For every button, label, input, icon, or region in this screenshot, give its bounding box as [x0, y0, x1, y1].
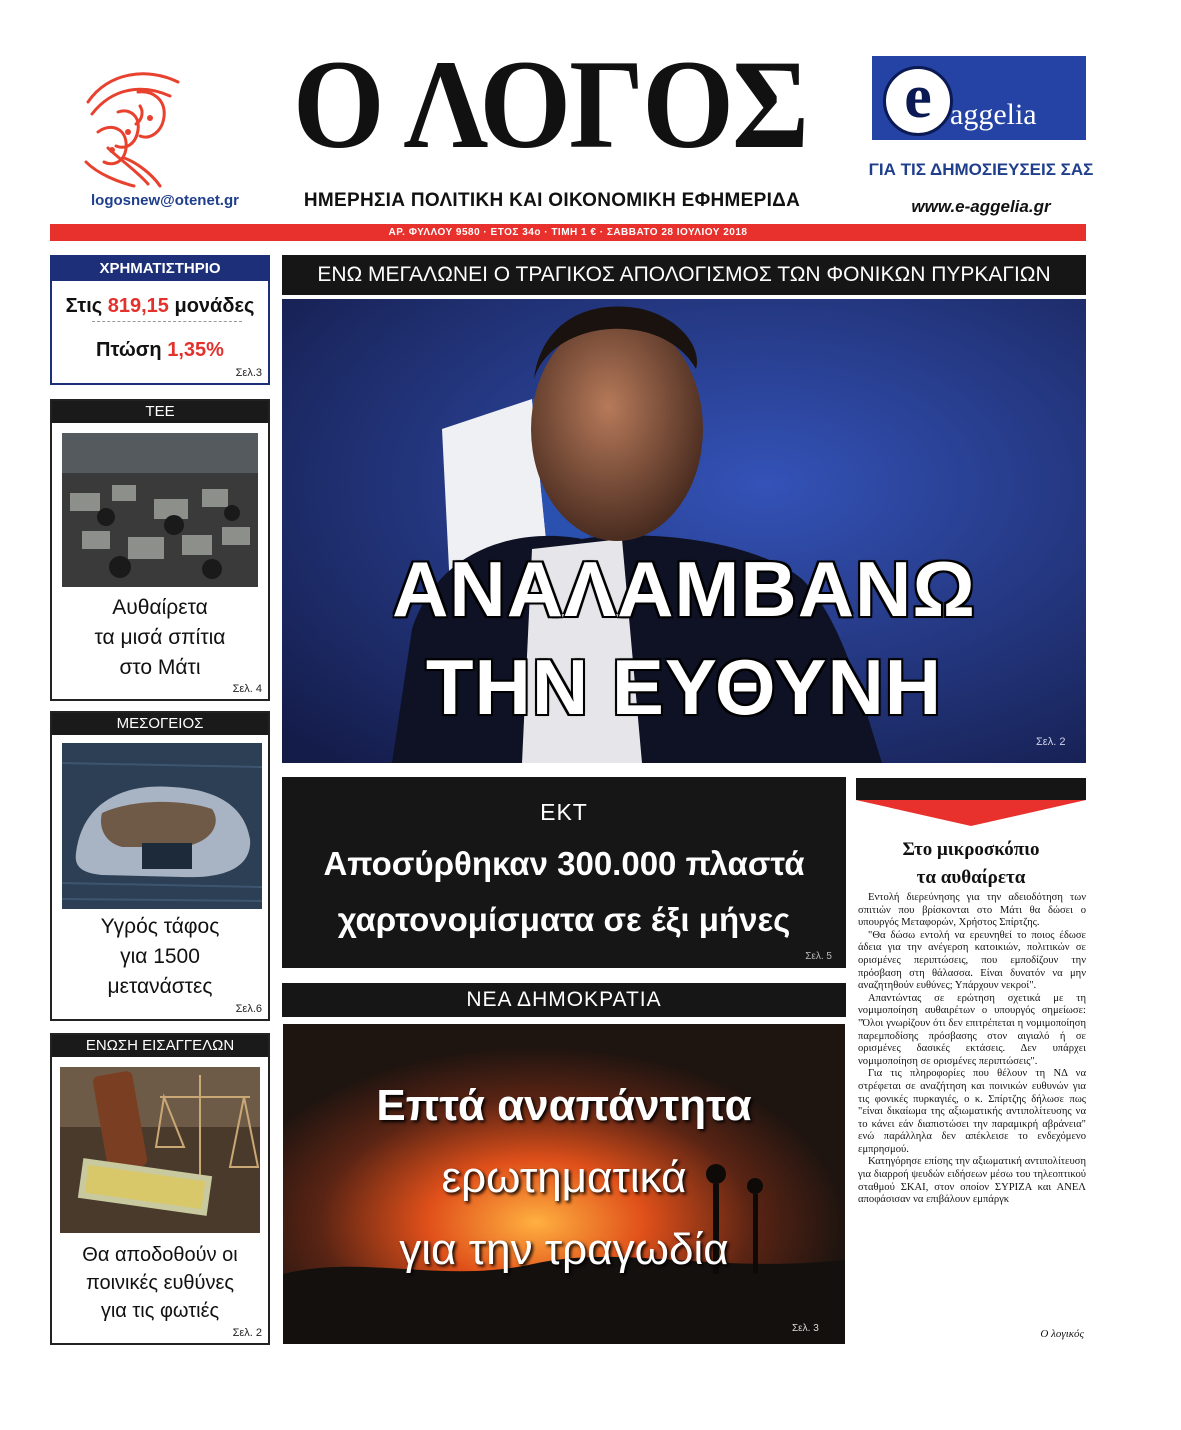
eaggelia-logo-word: aggelia	[950, 98, 1037, 131]
eaggelia-tagline: ΓΙΑ ΤΙΣ ΔΗΜΟΣΙΕΥΣΕΙΣ ΣΑΣ	[868, 160, 1094, 179]
page-ref: Σελ.6	[235, 1003, 262, 1015]
sidebar-story-header: ΜΕΣΟΓΕΙΟΣ	[52, 713, 268, 735]
article-banner	[856, 778, 1086, 800]
newspaper-subtitle: ΗΜΕΡΗΣΙΑ ΠΟΛΙΤΙΚΗ ΚΑΙ ΟΙΚΟΝΟΜΙΚΗ ΕΦΗΜΕΡΙΔΑ	[303, 190, 801, 211]
sidebar-story-caption: Αυθαίρετα τα μισά σπίτια στο Μάτι	[94, 596, 226, 679]
stock-divider	[92, 321, 242, 322]
burned-houses-photo	[62, 433, 258, 587]
stock-header: ΧΡΗΜΑΤΙΣΤΗΡΙΟ	[52, 257, 268, 281]
page-ref: Σελ. 2	[1036, 736, 1066, 748]
stock-change: Πτώση 1,35%	[96, 339, 224, 361]
stock-points: Στις 819,15 μονάδες	[65, 295, 255, 317]
sidebar-story-prosecutors[interactable]	[50, 1033, 270, 1345]
lead-headline: ΑΝΑΛΑΜΒΑΝΩ ΤΗΝ ΕΥΘΥΝΗ	[392, 545, 976, 731]
sidebar-story-caption: Υγρός τάφος για 1500 μετανάστες	[100, 915, 220, 998]
sidebar-story-header: ΤΕΕ	[52, 401, 268, 423]
article-signature: Ο λογικός	[1040, 1328, 1084, 1340]
page-ref: Σελ. 4	[232, 683, 262, 695]
issue-info: ΑΡ. ΦΥΛΛΟΥ 9580 · ΕΤΟΣ 34ο · ΤΙΜΗ 1 € · ΣΑΒΒΑΤΟ 28 ΙΟΥΛΙΟΥ 2018	[388, 227, 748, 238]
ekt-headline: Αποσύρθηκαν 300.000 πλαστά χαρτονομίσματα σε έξι μήνες	[323, 845, 805, 938]
lead-kicker: ΕΝΩ ΜΕΓΑΛΩΝΕΙ Ο ΤΡΑΓΙΚΟΣ ΑΠΟΛΟΓΙΣΜΟΣ ΤΩΝ ΦΟΝΙΚΩΝ ΠΥΡΚΑΓΙΩΝ	[282, 255, 1086, 295]
article-red-arrow	[856, 800, 1086, 826]
page-ref: Σελ. 2	[232, 1327, 262, 1339]
page-ref: Σελ. 3	[792, 1323, 819, 1334]
sidebar-story-header: ΕΝΩΣΗ ΕΙΣΑΓΓΕΛΩΝ	[52, 1035, 268, 1057]
newspaper-logo-illustration	[78, 62, 190, 190]
stock-market-box	[50, 255, 270, 385]
eaggelia-url[interactable]: www.e-aggelia.gr	[911, 197, 1051, 216]
article-body: Εντολή διερεύνησης για την αδειοδότηση των σπιτιών που βρίσκονται στο Μάτι θα δώσει ο υπουργός Μεταφορών, Χρήστος Σπίρτζης. "Θα δώσω εντολή να ερευνηθεί το ποιος έδωσε άδεια για την ανέγερση κατοικιών, πολιτικών σε ορισμένες περιπτώσεις, που εμποδίζουν την πρόσβαση στη θάλασσα. Είναι δυνατόν να μην αναζητηθούν ευθύνες; Υπάρχουν νεκροί". Απαντώντας σε ερώτηση σχετικά με τη νομιμοποίηση αυθαιρέτων ο υπουργός σημείωσε: "Όλοι γνωρίζουν ότι δεν επιτρέπεται η νομιμοποίηση παρεμποδίσης πρόσβασης στον αιγιαλό ή σε ορισμένες δασικές εκτάσεις. Δεν υπάρχει νομιμοποίηση σε ορισμένες περιπτώσεις". Για τις πληροφορίες που θέλουν τη ΝΔ να στρέφεται σε αναζήτηση και ποινικών ευθυνών για τις φονικές πυρκαγιές, ο κ. Σπίρτζης δήλωσε πως "είναι δικαίωμα της αξιωματικής αντιπολίτευσης να το κάνει εάν διαπιστώσει την παραμικρή αβράνεια" ενώ παράλληλα δεν απέκλεισε το ενδεχόμενο εμπρησμού. Κατηγόρησε επίσης την αξιωματική αντιπολίτευση για διαρροή ψευδών ειδήσεων μέσω του τηλεοπτικού σταθμού ΣΚΑΙ, στον οποίον ΣΥΡΙΖΑ και ΑΝΕΛ αποφάσισαν να επιβάλουν εμπάργκ	[858, 892, 1086, 1206]
migrant-boat-photo	[62, 743, 262, 909]
article-title: Στο μικροσκόπιο τα αυθαίρετα	[902, 839, 1040, 888]
nd-headline: Επτά αναπάντητα ερωτηματικά για την τραγωδία	[376, 1081, 752, 1274]
eaggelia-logo-letter: e	[904, 63, 932, 131]
sidebar-story-mediterranean[interactable]	[50, 711, 270, 1021]
gavel-money-photo	[60, 1067, 260, 1233]
contact-email[interactable]: logosnew@otenet.gr	[91, 192, 239, 209]
newspaper-title: Ο ΛΟΓΟΣ	[292, 33, 808, 176]
nd-kicker: ΝΕΑ ΔΗΜΟΚΡΑΤΙΑ	[282, 983, 846, 1017]
sidebar-story-tee[interactable]	[50, 399, 270, 701]
page-ref: Σελ. 5	[805, 951, 832, 962]
ekt-story[interactable]	[282, 777, 846, 968]
page-ref: Σελ.3	[235, 367, 262, 379]
sidebar-story-caption: Θα αποδοθούν οι ποινικές ευθύνες για τις φωτιές	[82, 1244, 238, 1322]
ekt-kicker: ΕΚΤ	[540, 799, 588, 825]
